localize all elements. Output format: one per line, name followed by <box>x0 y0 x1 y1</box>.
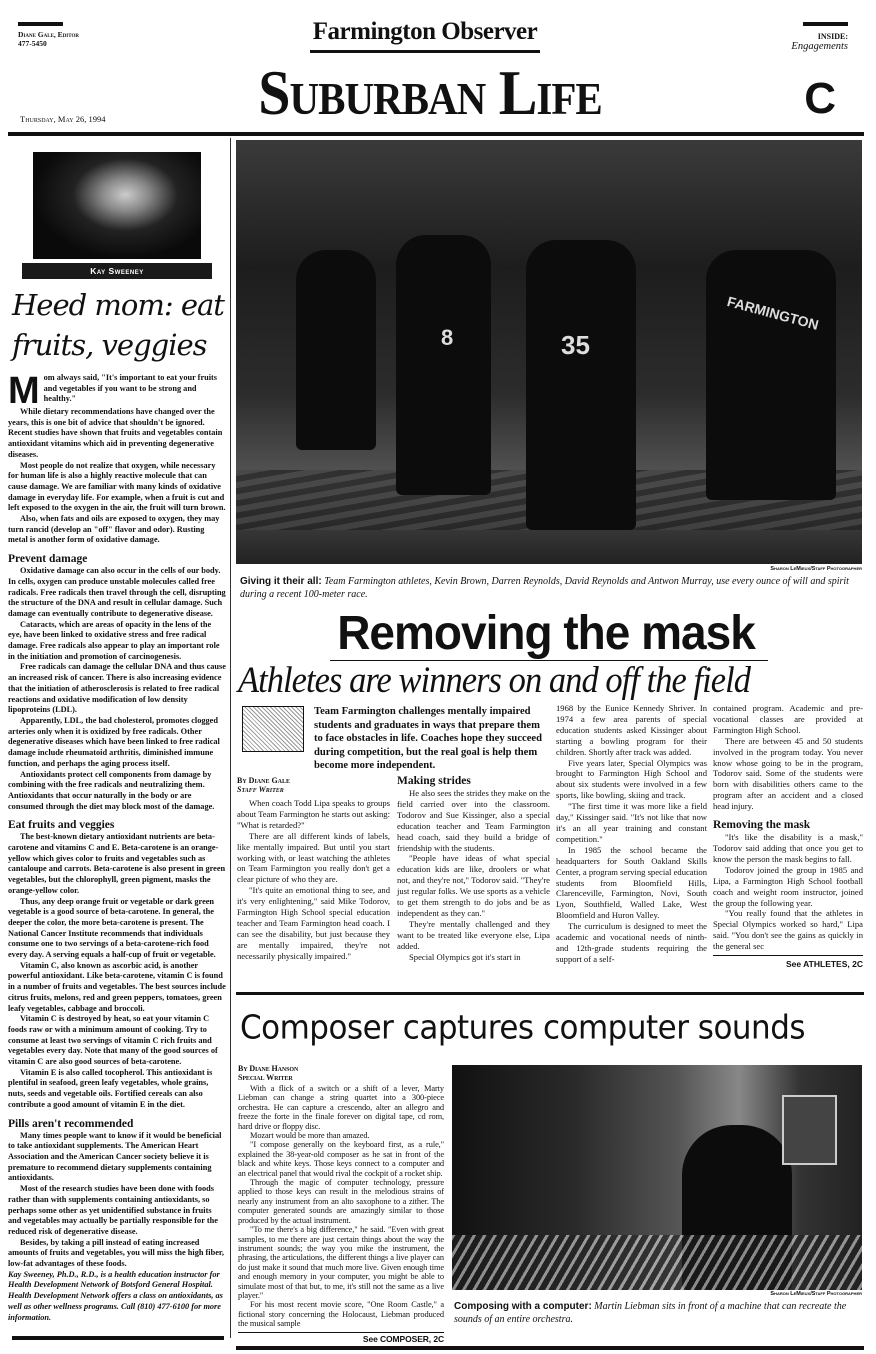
paragraph: Antioxidants protect cell components from damage by combining with the free radicals and neutralizing them. Antioxidants that occur naturally in the body or are consumed through the diet may block most of the damage. <box>8 769 215 811</box>
photo-credit: Sharon LeMieux/Staff Photographer <box>770 566 862 572</box>
paragraph: Many times people want to know if it would be beneficial to take antioxidant supplements. The American Heart Association and the American Cancer society believe it is premature to recommend dietary supplements containing antioxidants. <box>8 1130 222 1183</box>
story-col-3 <box>556 703 707 965</box>
jump-rule <box>238 1332 444 1333</box>
jump-link-athletes[interactable]: See ATHLETES, 2C <box>786 959 863 970</box>
paragraph: Todorov joined the group in 1985 and Lipa, a Farmington High School football coach and weight room instructor, joined the group the following year. <box>713 864 863 908</box>
jersey-number: 35 <box>561 330 590 360</box>
section-heading: Removing the mask <box>713 819 811 832</box>
paper-name: Farmington Observer <box>312 18 538 45</box>
story-col-2 <box>397 774 550 963</box>
paragraph: They're mentally challenged and they want to be treated like everyone else, Lipa added. <box>397 918 550 951</box>
paragraph: Cataracts, which are areas of opacity in the lens of the eye, have been linked to oxidative stress and free radical damage. Free radicals also appear to play an important role in the initiation and promotion of carcinogenesis. <box>8 619 220 661</box>
section-heading: Making strides <box>397 775 471 787</box>
paragraph: "It's like the disability is a mask," Todorov said adding that once you get to know the person the mask begins to fall. <box>713 832 863 864</box>
paragraph: "The first time it was more like a field day," Kissinger said. "It's not like that now it's an all year training and constant competition." <box>556 801 707 844</box>
author-note: Kay Sweeney, Ph.D., R.D., is a health education instructor for Health Development Network of Botsford General Hospital. Health Development Network offers a class on antioxidants, as well as other wellness programs. Call (810) 477-6100 for more information. <box>8 1269 223 1322</box>
paragraph: With a flick of a switch or a shift of a lever, Marty Liebman can change a string quartet into a 300-piece orchestra. He can capture a crescendo, alter an allegro and freeze the forte in the finale forever on digital tape, cd rom, hard drive or floppy disc. <box>238 1084 444 1131</box>
flag-rule <box>310 50 540 53</box>
editor-info <box>18 22 79 48</box>
column-body <box>8 370 226 1323</box>
paragraph: "It's quite an emotional thing to see, and it's very enlightening," said Mike Todorov, Farmington High School special education teacher and Team Farmington head coach. I can see the disability, but just because they are mentally impaired, they're not necessarily physically impaired." <box>237 885 390 961</box>
story-divider <box>236 992 864 995</box>
story-col-4 <box>713 703 863 970</box>
paragraph: contained program. Academic and pre-vocational classes are provided at Farmington High School. <box>713 703 863 735</box>
jump-link-composer[interactable]: See COMPOSER, 2C <box>362 1333 444 1344</box>
paragraph: Thus, any deep orange fruit or vegetable or dark green vegetable is a good source of beta-carotene. In general, the deeper the color, the more beta-carotene is present. The National Cancer Institute recommends that individuals consume one to two servings of a beta-carotene-rich food every day. A serving equals a half-cup of fruit or vegetable. <box>8 896 216 960</box>
paragraph: Special Olympics got it's start in <box>409 951 521 962</box>
byline-title: Staff Writer <box>237 785 284 794</box>
caption-text: Team Farmington athletes, Kevin Brown, Darren Reynolds, David Reynolds and Antwon Murray, use every ounce of will and spirit during a recent 100-meter race. <box>240 576 849 600</box>
paragraph: Most people do not realize that oxygen, while necessary for human life is also a highly reactive molecule that can cause damage. We are familiar with many kinds of oxidative damage in everyday life. For example, when a fruit is cut and left exposed to the oxygen in the air, the fruit will turn brown. <box>8 460 226 513</box>
story-headline: Removing the mask <box>337 604 755 660</box>
editor-phone: 477-5450 <box>18 39 47 48</box>
story-deck: Team Farmington challenges mentally impaired students and graduates in ways that prepare them to face obstacles in life. Coaches hope they succeed during competition, but the real goal is help them become more independent. <box>314 706 543 771</box>
paragraph: When coach Todd Lipa speaks to groups about Team Farmington he starts out asking: "What is retarded?" <box>237 798 390 830</box>
editor-bar <box>18 22 63 26</box>
paragraph: Mozart would be more than amazed. <box>250 1131 370 1141</box>
jersey-number: 8 <box>441 325 454 350</box>
paragraph: Oxidative damage can also occur in the cells of our body. In cells, oxygen can produce unstable molecules called free radicals. Free radicals then travel through the cell, disrupting the structure of the DNA and result in cellular damage. Such damage can eventually contribute to degenerative disease. <box>8 566 226 618</box>
section-heading: Pills aren't recommended <box>8 1117 134 1130</box>
paragraph: "I compose generally on the keyboard first, as a rule," explained the 38-year-old composer as he sat in front of the black and white keys. Those keys connect to a computer and an electrical panel that would rival the cockpit of a rocket ship. <box>238 1140 444 1178</box>
paragraph: "To me there's a big difference," he said. "Even with great samples, to me there are just certain things about the way the instrument sounds; the way you mike the instrument, the phrasing, the articulations, the different things a live player can do just make it sound that much more live. Given enough time and enough memory in your computer, you might be able to simulate most of that but, to me, it's still not the same as a live player." <box>238 1225 444 1300</box>
caption-lead: Composing with a computer: <box>454 1301 592 1312</box>
inside-label: INSIDE: <box>817 32 848 41</box>
byline: By Diane Hanson <box>238 1064 299 1073</box>
caption-text: Martin Liebman sits in front of a machine that can recreate the sounds of an entire orchestra. <box>454 1301 847 1325</box>
paragraph: Apparently, LDL, the bad cholesterol, promotes clogged arteries only when it is oxidized by free radicals. Other degenerative diseases which have been linked to free radical damage include rheumatoid arthritis, diminished immune function, and perhaps the aging process itself. <box>8 715 220 768</box>
wall-frame <box>782 1095 837 1165</box>
paragraph: While dietary recommendations have changed over the years, this is one bit of advice that shouldn't be ignored. Recent studies have shown that fruits and vegetables contain antioxidant vitamins which aid in preventing degenerative diseases. <box>8 407 223 459</box>
byline-title: Special Writer <box>238 1073 293 1082</box>
inside-bar <box>803 22 848 26</box>
issue-date: Thursday, May 26, 1994 <box>20 114 106 124</box>
inside-item[interactable]: Engagements <box>791 41 848 52</box>
photo-caption <box>454 1300 862 1326</box>
author-name: Kay Sweeney <box>22 263 212 279</box>
runner <box>706 250 836 500</box>
paragraph: There are all different kinds of labels, like mentally impaired. But until you start working with, or least watching the athletes on Team Farmington you really don't get a clear picture of who they are. <box>237 830 390 885</box>
drop-cap: M <box>8 370 40 412</box>
caption-lead: Giving it their all: <box>240 576 322 587</box>
paragraph: Free radicals can damage the cellular DNA and thus cause an increased risk of cancer. There is also increasing evidence that the initiation of atherosclerosis is related to free radical reactions and oxidative modification of low density lipoproteins (LDL). <box>8 662 226 715</box>
paragraph: In 1985 the school became the headquarters for South Oakland Skills Center, a program serving special education students from Bloomfield Hills, Clarenceville, Farmington, Novi, South Lyon, Southfield, Walled Lake, West Bloomfield and Huron Valley. <box>556 844 707 921</box>
paragraph: The best-known dietary antioxidant nutrients are beta-carotene and vitamins C and E. Beta-carotene is an orange-yellow which gives color to fruits and vegetables such as cantaloupe and carrots. Beta-carotene is also present in green vegetables, but the chlorophyll, green pigment, masks the orange-yellow color. <box>8 832 226 895</box>
column-headline: Heed mom: eat fruits, veggies <box>12 288 224 362</box>
section-letter: C <box>804 74 836 123</box>
composer-headline: Composer captures computer sounds <box>240 1009 806 1047</box>
masthead-rule <box>8 132 864 136</box>
photo-caption <box>240 575 862 601</box>
runner <box>396 235 491 495</box>
runner <box>526 240 636 530</box>
byline: By Diane Gale <box>237 776 291 785</box>
section-heading: Prevent damage <box>8 553 88 566</box>
jump-rule <box>713 955 863 956</box>
inside-box <box>791 22 848 52</box>
bottom-rule <box>236 1346 864 1350</box>
paragraph: Also, when fats and oils are exposed to oxygen, they may turn rancid (develop an "off" flavor and odor). Rusting metal is another form of oxidative damage. <box>8 514 220 545</box>
paragraph: Most of the research studies have been done with foods rather than with supplements containing antioxidants, so perhaps some other as yet unidentified substance in fruits and vegetables may actually be partially responsible for the reduced risk of degenerative disease. <box>8 1184 218 1236</box>
paragraph: Vitamin E is also called tocopherol. This antioxidant is plentiful in seafood, green leafy vegetables, whole grains, nuts, seeds and vegetable oils. Fortified cereals can also contribute a good amount of vitamin E in the diet. <box>8 1067 213 1109</box>
composer-body <box>238 1064 444 1344</box>
section-title: Suburban Life <box>258 56 602 129</box>
section-heading: Eat fruits and veggies <box>8 819 115 832</box>
paragraph: The curriculum is designed to meet the academic and vocational needs of ninth- and 12th-grade students requiring the support of a self- <box>556 921 707 964</box>
paragraph: "You really found that the athletes in Special Olympics worked so hard," Lipa said. "You don't see the gains as quickly in the general sec <box>713 908 863 952</box>
health-column <box>8 140 226 1323</box>
story-subheadline: Athletes are winners on and off the field <box>238 660 751 701</box>
column-divider <box>230 138 231 1338</box>
runner <box>296 250 376 450</box>
jersey-text: FARMINGTON <box>725 293 821 333</box>
paragraph: Vitamin C is destroyed by heat, so eat your vitamin C foods raw or with a minimum amount of cooking. Try to consume at least two servings of vitamin C rich fruits and vegetables every day. Note that many of the good sources of vitamin C are also good sources of beta-carotene. <box>8 1014 218 1067</box>
paragraph: Vitamin C, also known as ascorbic acid, is another powerful antioxidant. Like beta-carotene, vitamin C is found in a number of fruits and vegetables. The best sources include citrus fruits, melons, red and green peppers, tomatoes, green leafy vegetables, cabbage and broccoli. <box>8 960 226 1013</box>
paragraph: Besides, by taking a pill instead of eating increased amounts of fruits and vegetables, you will miss the high fiber, low-fat advantages of these foods. <box>8 1237 224 1269</box>
paragraph: He also sees the strides they make on the field carried over into the classroom. Todorov and Sue Kissinger, also a special education teacher and Team Farmington head coach, said they build a bridge of friendship with the students. <box>397 788 550 853</box>
paragraph: There are between 45 and 50 students involved in the program today. You never know whose going to be in the program, Todorov said. Some of the students were born with disabilities others came to the program after an accident and a closed head injury. <box>713 735 863 812</box>
paragraph: Five years later, Special Olympics was brought to Farmington High School and about six students were involved in a few sports, like bowling, skiing and track. <box>556 757 707 801</box>
keyboard <box>452 1235 862 1290</box>
paragraph: "People have ideas of what special education kids are like, droolers or what not, and they're not," Todorov said. "They're just regular folks. We use sports as a vehicle to get them strength to do jobs and be as independent as they can." <box>397 853 550 918</box>
author-photo <box>33 152 201 259</box>
composer-photo <box>452 1065 862 1290</box>
athletes-photo <box>236 140 862 564</box>
story-col-1 <box>237 776 390 962</box>
paragraph: om always said, "It's important to eat your fruits and vegetables if you want to be strong and healthy." <box>43 373 218 404</box>
paragraph: For his most recent movie score, "One Room Castle," a fictional story concerning the Holocaust, Liebman produced the musical sample <box>238 1300 444 1329</box>
paragraph: 1968 by the Eunice Kennedy Shriver. In 1974 a few area parents of special education students asked Kissinger about starting a bowling program for their children. Shortly after track was added. <box>556 703 707 757</box>
photo-credit: Sharon LeMieux/Staff Photographer <box>770 1291 862 1297</box>
editor-name: Diane Gale, Editor <box>18 30 79 39</box>
column-end-rule <box>12 1336 224 1340</box>
paragraph: Through the magic of computer technology, pressure applied to those keys can result in the melodious strains of nearly any instrument from an alto saxophone to a zither. The computer generated sounds are amazingly similar to those produced by the actual instrument. <box>238 1178 444 1225</box>
team-logo-icon <box>242 706 304 752</box>
